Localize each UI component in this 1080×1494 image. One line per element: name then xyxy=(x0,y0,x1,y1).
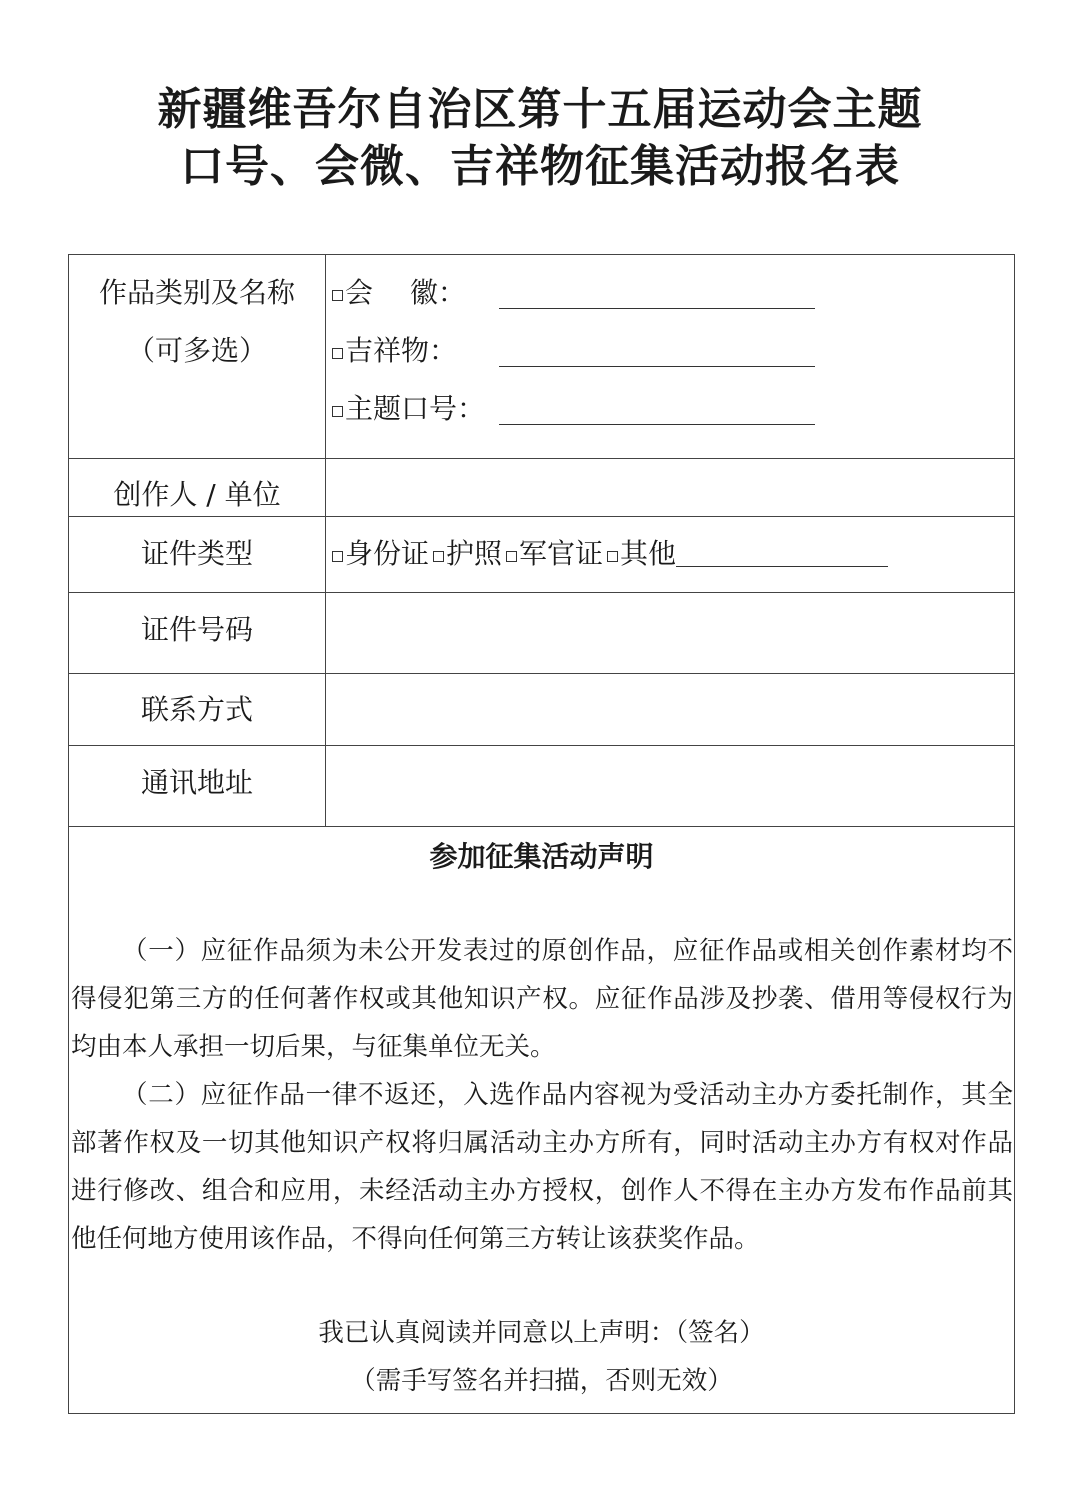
emblem-name-field[interactable] xyxy=(499,308,815,309)
category-sublabel: （可多选） xyxy=(126,334,267,367)
author-label: 创作人 / 单位 xyxy=(113,478,281,511)
id-option-passport: 护照 xyxy=(446,537,503,570)
row-divider xyxy=(69,673,1014,674)
row-divider xyxy=(69,516,1014,517)
id-option-id-card: 身份证 xyxy=(345,537,430,570)
row-divider xyxy=(69,745,1014,746)
checkbox[interactable] xyxy=(332,348,343,359)
category-option-slogan[interactable] xyxy=(328,391,485,427)
option-label: 会 徽： xyxy=(345,276,466,309)
checkbox[interactable] xyxy=(332,551,343,562)
id-number-label: 证件号码 xyxy=(140,613,253,646)
checkbox[interactable] xyxy=(433,551,444,562)
row-divider xyxy=(69,592,1014,593)
form-title-line-2: 口号、会微、吉祥物征集活动报名表 xyxy=(180,141,900,192)
id-option-officer-card: 军官证 xyxy=(519,537,604,570)
category-label: 作品类别及名称 xyxy=(98,276,295,309)
form-title-line-1: 新疆维吾尔自治区第十五届运动会主题 xyxy=(157,84,923,135)
address-field[interactable] xyxy=(328,750,1008,822)
row-divider xyxy=(69,826,1014,827)
checkbox[interactable] xyxy=(332,290,343,301)
id-type-label: 证件类型 xyxy=(140,537,253,570)
other-id-field[interactable] xyxy=(676,566,888,567)
category-option-mascot[interactable] xyxy=(328,333,457,369)
author-field[interactable] xyxy=(328,463,1008,513)
checkbox[interactable] xyxy=(332,406,343,417)
mascot-name-field[interactable] xyxy=(499,366,815,367)
declaration-paragraph-2: （二）应征作品一律不返还，入选作品内容视为受活动主办方委托制作，其全部著作权及一切其他知识产权将归属活动主办方所有，同时活动主办方有权对作品进行修改、组合和应用，未经活动主办方授权，创作人不得在主办方发布作品前其他任何地方使用该作品，不得向任何第三方转让该获奖作品。 xyxy=(71,1080,1013,1254)
id-type-options xyxy=(328,536,888,572)
option-label: 主题口号： xyxy=(345,392,486,425)
option-label: 吉祥物： xyxy=(345,334,458,367)
signature-statement: 我已认真阅读并同意以上声明：（签名） xyxy=(318,1318,765,1348)
id-number-field[interactable] xyxy=(328,597,1008,669)
registration-form-table xyxy=(68,254,1015,1414)
row-divider xyxy=(69,458,1014,459)
contact-field[interactable] xyxy=(328,678,1008,742)
checkbox[interactable] xyxy=(506,551,517,562)
checkbox[interactable] xyxy=(607,551,618,562)
category-option-emblem[interactable] xyxy=(328,275,466,311)
declaration-title: 参加征集活动声明 xyxy=(429,840,654,873)
declaration-paragraph-1: （一）应征作品须为未公开发表过的原创作品，应征作品或相关创作素材均不得侵犯第三方的任何著作权或其他知识产权。应征作品涉及抄袭、借用等侵权行为均由本人承担一切后果，与征集单位无关。 xyxy=(71,936,1013,1062)
column-divider xyxy=(325,255,326,827)
slogan-field[interactable] xyxy=(499,424,815,425)
signature-note: （需手写签名并扫描，否则无效） xyxy=(350,1366,733,1396)
contact-label: 联系方式 xyxy=(140,693,253,726)
id-option-other: 其他 xyxy=(620,537,677,570)
address-label: 通讯地址 xyxy=(140,766,253,799)
